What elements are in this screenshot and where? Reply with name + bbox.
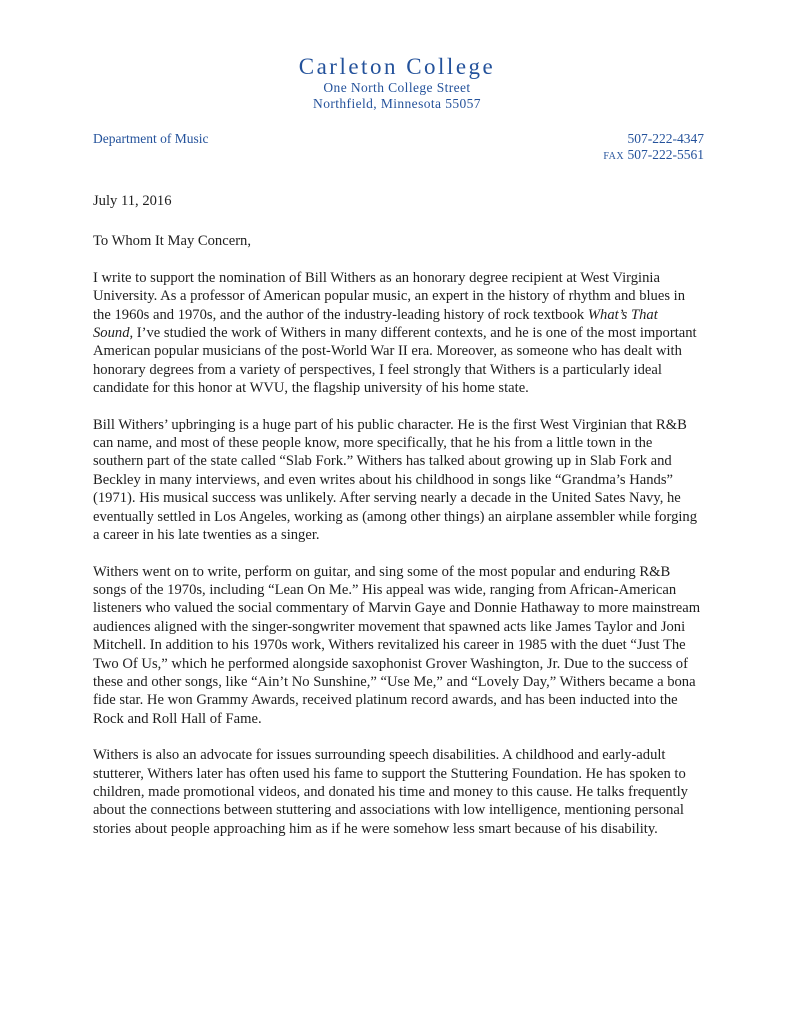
fax-line <box>603 147 704 165</box>
letterhead <box>0 0 794 111</box>
college-address-street: One North College Street <box>323 80 471 95</box>
department-name: Department of Music <box>93 131 209 146</box>
letter-paragraph: I write to support the nomination of Bill Withers as an honorary degree recipient at West Virginia University. As a professor of American popular music, an expert in the history of rhythm and blues in the 1960s and 1970s, and the author of the industry-leading history of rock textbook What’s That Sound, I’ve studied the work of Withers in many different contexts, and he is one of the most important American popular musicians of the post-World War II era. Moreover, as someone who has dealt with honorary degrees from a variety of perspectives, I feel strongly that Withers is a particularly ideal candidate for this honor at WVU, the flagship university of his home state. <box>93 269 697 397</box>
salutation: To Whom It May Concern, <box>93 233 251 250</box>
letter-paragraph: Withers went on to write, perform on guitar, and sing some of the most popular and enduring R&B songs of the 1970s, including “Lean On Me.” His appeal was wide, ranging from African-American listeners who valued the social commentary of Marvin Gaye and Donnie Hathaway to more mainstream audiences aligned with the singer-songwriter movement that spawned acts like James Taylor and Joni Mitchell. In addition to his 1970s work, Withers revitalized his career in 1985 with the duet “Just The Two Of Us,” which he performed alongside saxophonist Grover Washington, Jr. Due to the success of these and other songs, like “Ain’t No Sunshine,” “Use Me,” and “Lovely Day,” Withers became a bona fide star. He won Grammy Awards, received platinum record awards, and has been inducted into the Rock and Roll Hall of Fame. <box>93 563 701 727</box>
letterhead-contact-row <box>93 131 704 165</box>
contact-numbers <box>603 131 704 165</box>
fax-label: FAX <box>603 151 625 162</box>
phone-number: 507-222-4347 <box>627 131 704 146</box>
fax-number: 507-222-5561 <box>627 147 704 162</box>
letter-date: July 11, 2016 <box>93 193 172 209</box>
letter-paragraph: Bill Withers’ upbringing is a huge part of his public character. He is the first West Virginian that R&B can name, and most of these people know, more specifically, that he his from a little town in the southern part of the state called “Slab Fork.” Withers has talked about growing up in Slab Fork and Beckley in many interviews, and even writes about his childhood in songs like “Grandma’s Hands” (1971). His musical success was unlikely. After serving nearly a decade in the United Sates Navy, he eventually settled in Los Angeles, working as (among other things) an airplane assembler while forging a career in his late twenties as a singer. <box>93 416 698 544</box>
letter-body <box>93 192 701 838</box>
letter-paragraph: Withers is also an advocate for issues surrounding speech disabilities. A childhood and early-adult stutterer, Withers later has often used his fame to support the Stuttering Foundation. He has spoken to children, made promotional videos, and donated his time and money to this cause. He talks frequently about the connections between stuttering and associations with low intelligence, mentioning personal stories about people approaching him as if he were somehow less smart because of his disability. <box>93 747 688 837</box>
college-address-city: Northfield, Minnesota 55057 <box>313 95 481 111</box>
letter-paragraphs <box>93 269 701 838</box>
college-name: Carleton College <box>298 54 496 79</box>
